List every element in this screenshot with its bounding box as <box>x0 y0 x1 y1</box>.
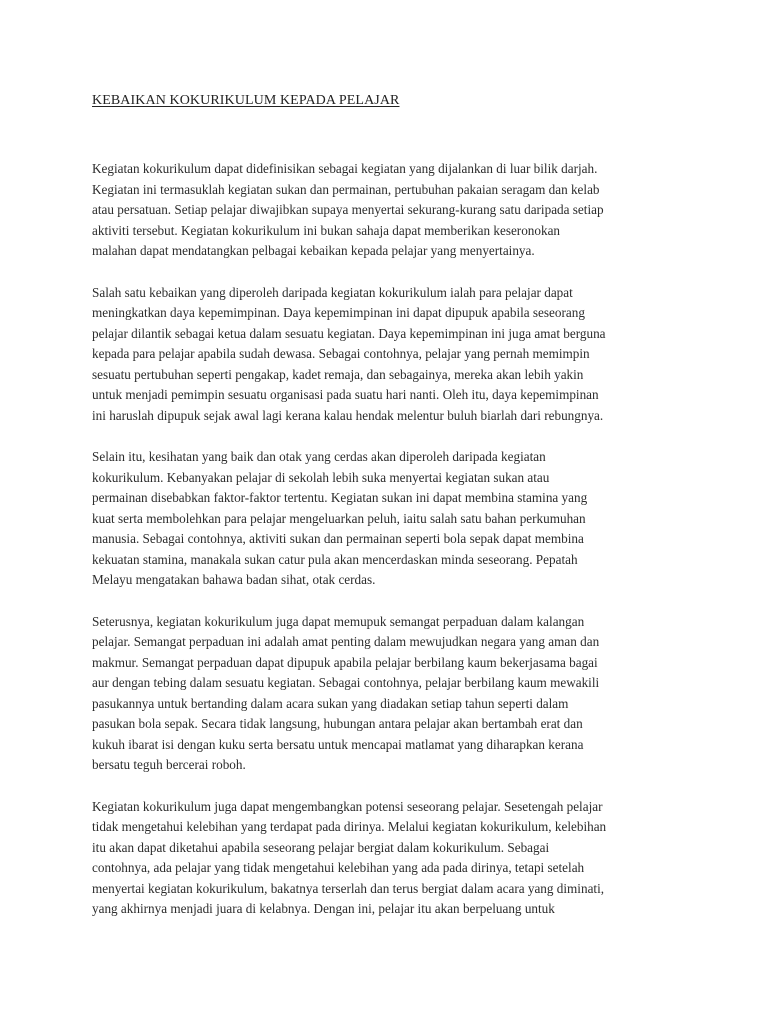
text-line: untuk menjadi pemimpin sesuatu organisasi pada suatu hari nanti. Oleh itu, daya kepemimpinan <box>92 387 599 402</box>
text-line: tidak mengetahui kelebihan yang terdapat pada dirinya. Melalui kegiatan kokurikulum, kelebihan <box>92 819 607 834</box>
text-line: kukuh ibarat isi dengan kuku serta bersatu untuk mencapai matlamat yang diharapkan kerana <box>92 736 584 752</box>
document-body <box>92 159 692 941</box>
text-line: pelajar. Semangat perpaduan ini adalah amat penting dalam mewujudkan negara yang aman dan <box>92 634 600 649</box>
text-line: itu akan dapat diketahui apabila seseorang pelajar bergiat dalam kokurikulum. Sebagai <box>92 839 550 855</box>
text-line: malahan dapat mendatangkan pelbagai kebaikan kepada pelajar yang menyertainya. <box>92 243 535 258</box>
document-title: KEBAIKAN KOKURIKULUM KEPADA PELAJAR <box>92 93 400 108</box>
text-line: aur dengan tebing dalam sesuatu kegiatan. Sebagai contohnya, pelajar berbilang kaum mewakili <box>92 675 600 690</box>
paragraph-3 <box>92 447 692 591</box>
text-line: Selain itu, kesihatan yang baik dan otak yang cerdas akan diperoleh daripada kegiatan <box>92 449 546 464</box>
text-line: Kegiatan kokurikulum dapat didefinisikan sebagai kegiatan yang dijalankan di luar bilik darjah. <box>92 161 598 176</box>
text-line: menyertai kegiatan kokurikulum, bakatnya terserlah dan terus bergiat dalam acara yang diminati, <box>92 880 605 896</box>
paragraph-4 <box>92 612 692 776</box>
text-line: aktiviti tersebut. Kegiatan kokurikulum ini bukan sahaja dapat memberikan keseronokan <box>92 222 561 238</box>
paragraph-1 <box>92 159 692 262</box>
text-line: Kegiatan ini termasuklah kegiatan sukan dan permainan, pertubuhan pakaian seragam dan kelab <box>92 181 600 197</box>
text-line: pelajar dilantik sebagai ketua dalam sesuatu kegiatan. Daya kepemimpinan ini juga amat berguna <box>92 325 606 341</box>
text-line: kokurikulum. Kebanyakan pelajar di sekolah lebih suka menyertai kegiatan sukan atau <box>92 469 550 485</box>
text-line: kepada para pelajar apabila sudah dewasa. Sebagai contohnya, pelajar yang pernah memimpin <box>92 346 590 361</box>
text-line: meningkatkan daya kepemimpinan. Daya kepemimpinan ini dapat dipupuk apabila seseorang <box>92 305 585 320</box>
paragraph-2 <box>92 283 692 427</box>
text-line: Melayu mengatakan bahawa badan sihat, otak cerdas. <box>92 572 376 587</box>
text-line: pasukan bola sepak. Secara tidak langsung, hubungan antara pelajar akan bertambah erat dan <box>92 716 583 731</box>
text-line: contohnya, ada pelajar yang tidak mengetahui kelebihan yang ada pada dirinya, tetapi setelah <box>92 860 585 875</box>
paragraph-5 <box>92 797 692 920</box>
text-line: pasukannya untuk bertanding dalam acara sukan yang diadakan setiap tahun seperti dalam <box>92 695 569 711</box>
text-line: Seterusnya, kegiatan kokurikulum juga dapat memupuk semangat perpaduan dalam kalangan <box>92 613 585 629</box>
text-line: kekuatan stamina, manakala sukan catur pula akan mencerdaskan minda seseorang. Pepatah <box>92 551 578 567</box>
text-line: bersatu teguh bercerai roboh. <box>92 757 246 772</box>
text-line: Salah satu kebaikan yang diperoleh daripada kegiatan kokurikulum ialah para pelajar dapat <box>92 284 573 300</box>
text-line: yang akhirnya menjadi juara di kelabnya. Dengan ini, pelajar itu akan berpeluang untuk <box>92 901 555 916</box>
text-line: manusia. Sebagai contohnya, aktiviti sukan dan permainan seperti bola sepak dapat membina <box>92 531 584 546</box>
text-line: ini haruslah dipupuk sejak awal lagi kerana kalau hendak melentur buluh biarlah dari rebungnya. <box>92 407 604 423</box>
text-line: Kegiatan kokurikulum juga dapat mengembangkan potensi seseorang pelajar. Sesetengah pelajar <box>92 798 603 814</box>
text-line: makmur. Semangat perpaduan dapat dipupuk apabila pelajar berbilang kaum bekerjasama bagai <box>92 654 598 670</box>
text-line: kuat serta membolehkan para pelajar mengeluarkan peluh, iaitu salah satu bahan perkumuhan <box>92 510 586 526</box>
text-line: atau persatuan. Setiap pelajar diwajibkan supaya menyertai sekurang-kurang satu daripada setiap <box>92 202 604 217</box>
text-line: permainan disebabkan faktor-faktor tertentu. Kegiatan sukan ini dapat membina stamina yang <box>92 490 588 505</box>
text-line: sesuatu pertubuhan seperti pengakap, kadet remaja, dan sebagainya, mereka akan lebih yakin <box>92 366 584 382</box>
